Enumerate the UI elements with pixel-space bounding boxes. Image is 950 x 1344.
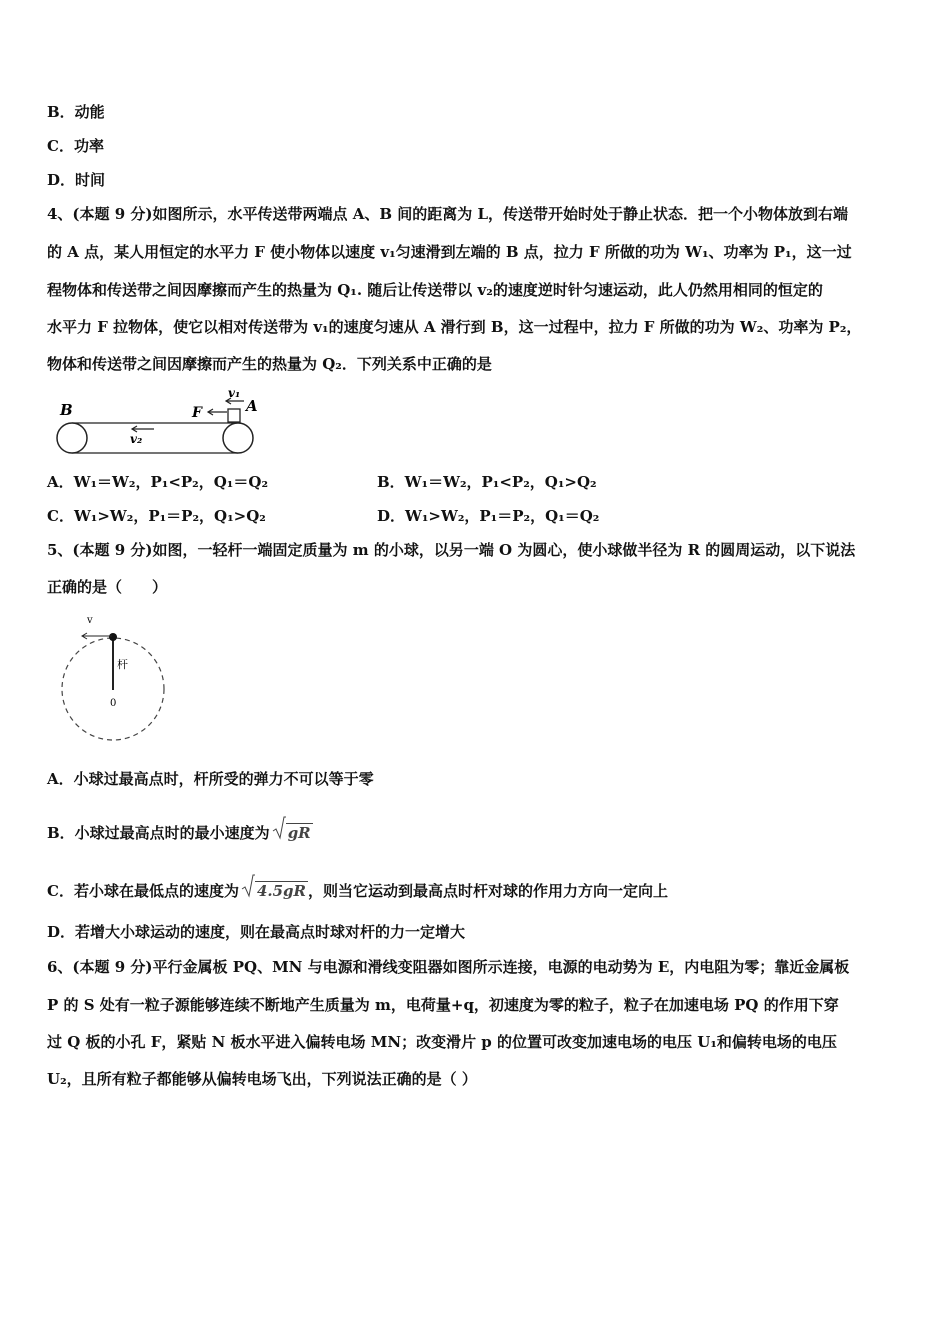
- q5-option-b-math: gR: [287, 824, 311, 842]
- label-v1: v₁: [228, 386, 241, 400]
- q4-stem-line2: 的 A 点，某人用恒定的水平力 F 使小物体以速度 v₁匀速滑到左端的 B 点，拉力 F 所做的功为 W₁、功率为 P₁，这一过: [47, 243, 852, 261]
- q5-option-d: D．若增大小球运动的速度，则在最高点时球对杆的力一定增大: [47, 923, 466, 941]
- label-v2: v₂: [130, 432, 143, 446]
- label-o: 0: [110, 698, 117, 709]
- conveyor-belt-figure: [50, 385, 265, 460]
- q5-option-a: A．小球过最高点时，杆所受的弹力不可以等于零: [47, 770, 374, 788]
- label-v: v: [87, 615, 93, 626]
- q6-stem-line4: U₂，且所有粒子都能够从偏转电场飞出，下列说法正确的是（ ）: [47, 1070, 477, 1088]
- q6-stem-line1: 6、(本题 9 分)平行金属板 PQ、MN 与电源和滑线变阻器如图所示连接，电源的电动势为 E，内电阻为零；靠近金属板: [47, 958, 850, 976]
- q4-stem-line5: 物体和传送带之间因摩擦而产生的热量为 Q₂．下列关系中正确的是: [47, 355, 492, 373]
- q4-stem-line4: 水平力 F 拉物体，使它以相对传送带为 v₁的速度匀速从 A 滑行到 B，这一过程中，拉力 F 所做的功为 W₂、功率为 P₂，: [47, 318, 862, 336]
- q6-stem-line3: 过 Q 板的小孔 F，紧贴 N 板水平进入偏转电场 MN；改变滑片 p 的位置可改变加速电场的电压 U₁和偏转电场的电压: [47, 1033, 837, 1051]
- q5-option-b-text: B．小球过最高点时的最小速度为: [47, 824, 270, 842]
- sqrt-sign-icon: [241, 874, 255, 898]
- q4-option-c: C．W₁>W₂，P₁＝P₂，Q₁>Q₂: [47, 507, 266, 525]
- q3-option-b: B．动能: [47, 103, 105, 121]
- q5-option-c: [47, 874, 668, 901]
- q6-stem-line2: P 的 S 处有一粒子源能够连续不断地产生质量为 m，电荷量+q，初速度为零的粒子，粒子在加速电场 PQ 的作用下穿: [47, 996, 839, 1014]
- q4-option-a: A．W₁＝W₂，P₁<P₂，Q₁＝Q₂: [47, 473, 269, 491]
- q3-option-c: C．功率: [47, 137, 104, 155]
- right-pulley: [223, 423, 253, 453]
- q4-stem-line1: 4、(本题 9 分)如图所示，水平传送带两端点 A、B 间的距离为 L，传送带开始时处于静止状态．把一个小物体放到右端: [47, 205, 849, 223]
- ball: [109, 633, 117, 641]
- q5-stem-line1: 5、(本题 9 分)如图，一轻杆一端固定质量为 m 的小球，以另一端 O 为圆心，使小球做半径为 R 的圆周运动，以下说法: [47, 541, 856, 559]
- label-A: A: [246, 397, 258, 415]
- q5-option-c-tail: ，则当它运动到最高点时杆对球的作用力方向一定向上: [308, 882, 669, 900]
- q4-option-d: D．W₁>W₂，P₁＝P₂，Q₁＝Q₂: [377, 507, 600, 525]
- q5-option-c-math: 4.5gR: [256, 882, 307, 900]
- label-F: F: [192, 405, 202, 421]
- rod-circle-figure: [60, 610, 175, 750]
- sqrt-sign-icon: [272, 816, 286, 840]
- q4-stem-line3: 程物体和传送带之间因摩擦而产生的热量为 Q₁. 随后让传送带以 v₂的速度逆时针匀速运动，此人仍然用相同的恒定的: [47, 281, 823, 299]
- left-pulley: [57, 423, 87, 453]
- q5-option-c-text: C．若小球在最低点的速度为: [47, 882, 239, 900]
- label-B: B: [60, 401, 73, 419]
- label-rod: 杆: [117, 658, 128, 671]
- q4-option-b: B．W₁＝W₂，P₁<P₂，Q₁>Q₂: [377, 473, 597, 491]
- q5-option-b: [47, 816, 313, 843]
- q3-option-d: D．时间: [47, 171, 106, 189]
- small-block: [228, 409, 240, 422]
- q5-stem-line2: 正确的是（ ）: [47, 578, 168, 596]
